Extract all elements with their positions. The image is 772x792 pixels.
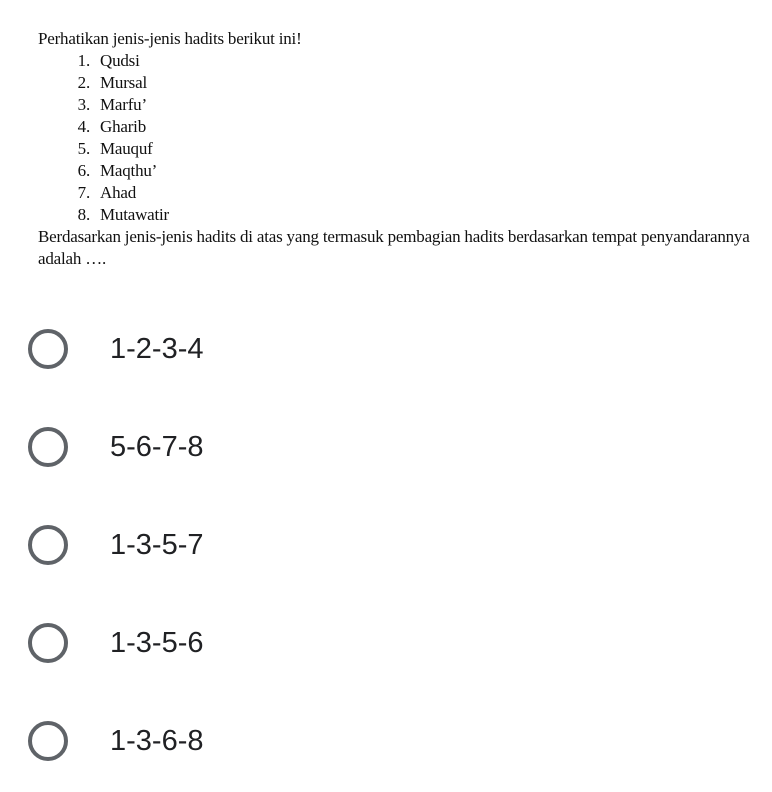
list-item [38,50,758,72]
list-item-label: Mursal [100,73,147,92]
question-closing: Berdasarkan jenis-jenis hadits di atas yang termasuk pembagian hadits berdasarkan tempat penyandarannya adalah …. [38,227,750,268]
list-item [38,72,758,94]
list-item-label: Maqthu’ [100,161,158,180]
answer-option[interactable] [28,496,728,594]
radio-button[interactable] [28,329,68,369]
hadith-type-list [38,50,758,226]
radio-button[interactable] [28,525,68,565]
question-intro: Perhatikan jenis-jenis hadits berikut ini! [38,29,302,48]
list-item-label: Mauquf [100,139,153,158]
radio-button[interactable] [28,427,68,467]
list-item-number: 3. [77,95,90,114]
answer-option[interactable] [28,594,728,692]
list-item-number: 6. [77,161,90,180]
list-item [38,116,758,138]
list-item-label: Gharib [100,117,147,136]
list-item-number: 7. [77,183,90,202]
answer-option[interactable] [28,300,728,398]
list-item-number: 5. [77,139,90,158]
answer-option-label[interactable]: 1-3-6-8 [110,724,204,757]
list-item-label: Ahad [100,183,137,202]
list-item [38,204,758,226]
list-item [38,138,758,160]
list-item-label: Qudsi [100,51,140,70]
answer-option[interactable] [28,398,728,496]
list-item-number: 8. [77,205,90,224]
answer-option-label[interactable]: 1-3-5-6 [110,626,204,659]
list-item-label: Mutawatir [100,205,170,224]
radio-button[interactable] [28,623,68,663]
list-item-label: Marfu’ [100,95,147,114]
answer-option-label[interactable]: 5-6-7-8 [110,430,204,463]
list-item-number: 2. [77,73,90,92]
question-block [38,28,758,270]
list-item [38,94,758,116]
list-item [38,160,758,182]
list-item [38,182,758,204]
answer-option-label[interactable]: 1-2-3-4 [110,332,204,365]
radio-button[interactable] [28,721,68,761]
answer-options [28,300,728,790]
list-item-number: 4. [77,117,90,136]
answer-option[interactable] [28,692,728,790]
answer-option-label[interactable]: 1-3-5-7 [110,528,204,561]
list-item-number: 1. [77,51,90,70]
